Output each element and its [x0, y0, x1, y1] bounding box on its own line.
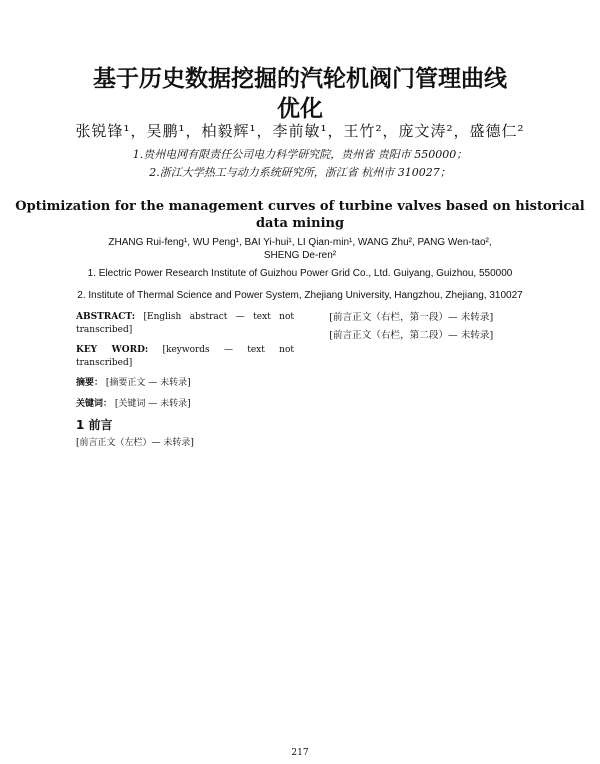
section-heading-intro: 1 前言	[76, 417, 113, 432]
affiliation-cn-2: 2.浙江大学热工与动力系统研究所，浙江省 杭州市 310027；	[149, 166, 451, 179]
abstract-text: [English abstract — text not transcribed]	[76, 312, 294, 335]
affiliation-cn-1: 1.贵州电网有限责任公司电力科学研究院，贵州省 贵阳市 550000；	[132, 148, 468, 161]
title-cn-line2: 优化	[277, 96, 323, 122]
keywords-cn	[76, 398, 294, 411]
title-cn-line1: 基于历史数据挖掘的汽轮机阀门管理曲线	[93, 66, 507, 92]
abstract-en	[76, 311, 294, 336]
abstract-label: ABSTRACT:	[76, 312, 136, 322]
authors-cn: 张锐锋¹，吴鹏¹，柏毅辉¹，李前敏¹，王竹²，庞文涛²，盛德仁²	[75, 122, 525, 140]
authors-en: ZHANG Rui-feng¹, WU Peng¹, BAI Yi-hui¹, LI Qian-min¹, WANG Zhu², PANG Wen-tao², SHENG De-ren²	[108, 237, 492, 261]
cn-keyword-label: 关键词：	[76, 398, 113, 409]
cn-keyword-text: [关键词 — 未转录]	[114, 398, 191, 409]
intro-left-text: [前言正文（左栏）— 未转录]	[76, 438, 194, 449]
page-number: 217	[291, 748, 309, 758]
title-en: Optimization for the management curves of turbine valves based on historical data mining	[15, 199, 585, 231]
cn-abstract-label: 摘要：	[76, 378, 104, 389]
cn-abstract-text: [摘要正文 — 未转录]	[105, 378, 191, 389]
left-column	[76, 311, 294, 450]
intro-right-paragraph-1: [前言正文（右栏，第一段）— 未转录]	[329, 312, 494, 323]
right-column	[310, 311, 528, 347]
keyword-label: KEY WORD:	[76, 345, 149, 356]
abstract-cn	[76, 377, 294, 390]
keyword-text: [keywords — text not transcribed]	[76, 345, 294, 368]
intro-right-paragraph-2: [前言正文（右栏，第二段）— 未转录]	[329, 330, 494, 341]
affiliation-en-1: 1. Electric Power Research Institute of Guizhou Power Grid Co., Ltd. Guiyang, Guizhou, 550000	[87, 268, 513, 279]
keywords-en	[76, 344, 294, 369]
affiliation-en-2: 2. Institute of Thermal Science and Power System, Zhejiang University, Hangzhou, Zhejiang, 310027	[77, 290, 523, 301]
